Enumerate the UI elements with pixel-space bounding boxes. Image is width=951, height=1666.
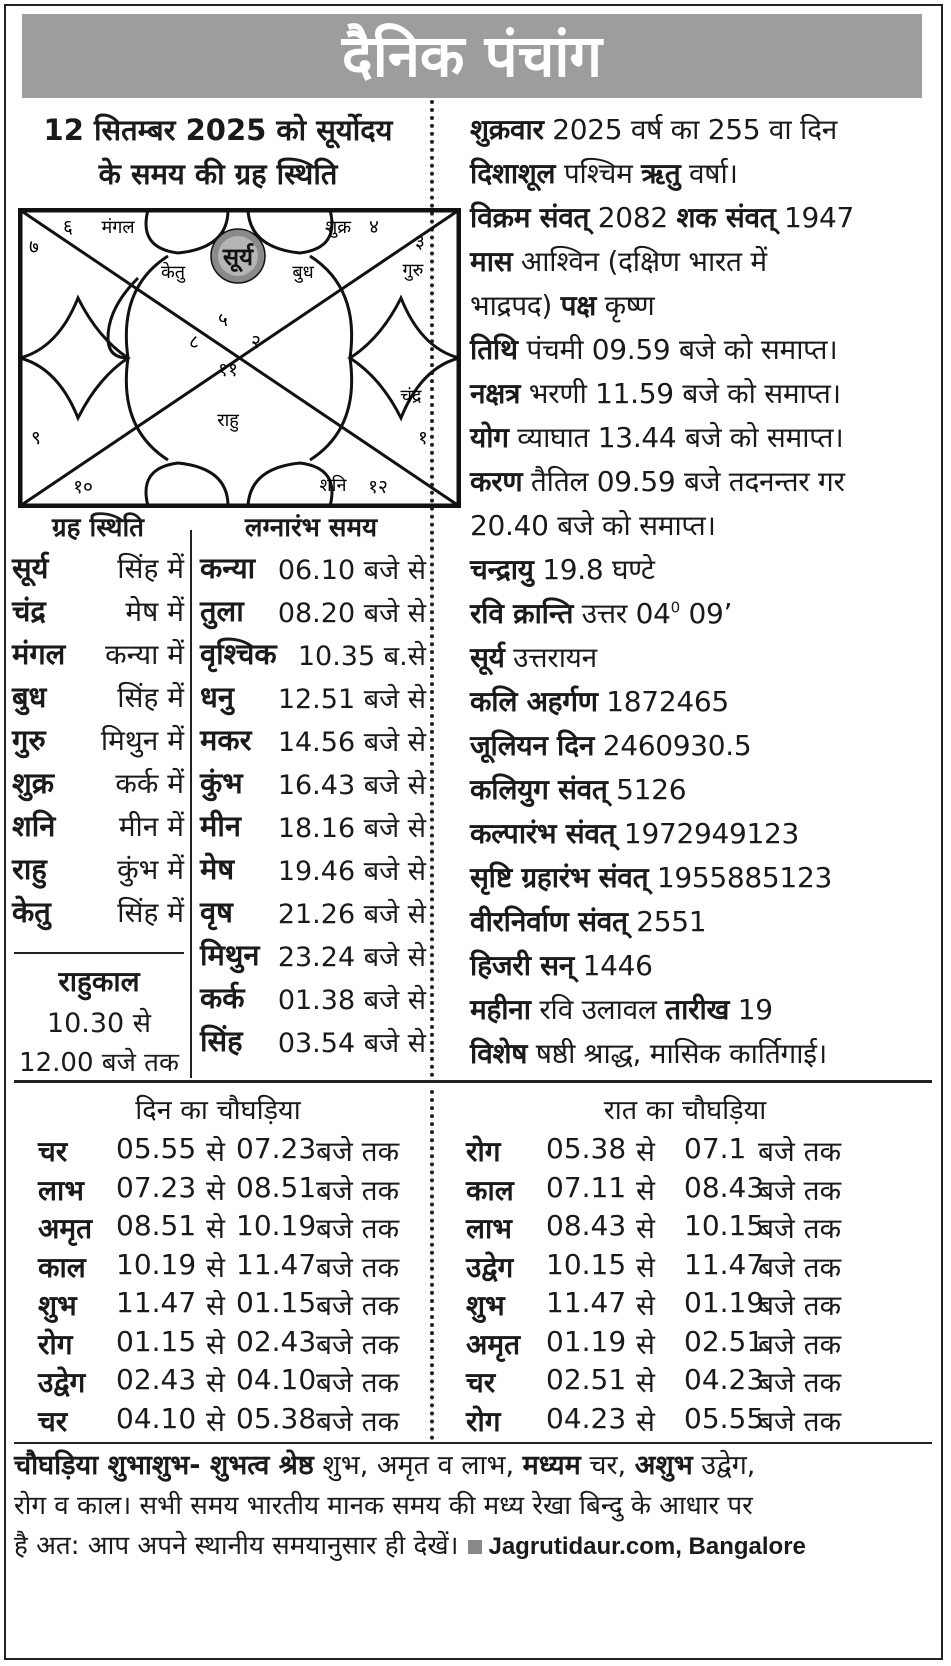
footer-label-madhyam: मध्यम bbox=[522, 1450, 581, 1481]
choghadiya-from: 10.19 bbox=[116, 1247, 197, 1281]
value-surya: उत्तरायन bbox=[504, 641, 597, 674]
choghadiya-row bbox=[466, 1248, 936, 1286]
choghadiya-to: 01.19 bbox=[684, 1286, 765, 1319]
choghadiya-row bbox=[38, 1171, 428, 1209]
lagnarambh-list bbox=[200, 548, 426, 1068]
lagna-name: मेष bbox=[200, 852, 235, 886]
label-ritu: ऋतु bbox=[641, 157, 681, 190]
lagna-row bbox=[200, 1021, 426, 1063]
choghadiya-from: 08.51 bbox=[116, 1209, 197, 1242]
footer-divider bbox=[14, 1442, 932, 1444]
footer-text-madhyam: चर, bbox=[580, 1450, 635, 1481]
choghadiya-to: 04.10 bbox=[236, 1363, 317, 1396]
footer-brand: Jagrutidaur.com, Bangalore bbox=[488, 1533, 806, 1560]
lagna-row bbox=[200, 806, 426, 848]
lagna-name: मकर bbox=[200, 723, 252, 757]
detail-surya bbox=[470, 638, 940, 676]
graha-row bbox=[0, 763, 184, 805]
house-7: ७ bbox=[29, 236, 39, 258]
value-ritu: वर्षा। bbox=[680, 157, 738, 190]
detail-veernirvan-samvat bbox=[470, 902, 940, 940]
lagna-row bbox=[200, 677, 426, 719]
house-4: ४ bbox=[369, 216, 379, 238]
graha-name: मंगल bbox=[12, 637, 66, 671]
din-choghadiya-heading: दिन का चौघड़िया bbox=[135, 1095, 301, 1126]
value-vikram-samvat: 2082 bbox=[589, 201, 677, 234]
choghadiya-row bbox=[466, 1171, 936, 1209]
detail-vishesh bbox=[470, 1034, 940, 1072]
choghadiya-name: उद्वेग bbox=[466, 1250, 514, 1284]
planet-chandra: चंद्र bbox=[400, 386, 422, 407]
graha-rashi: सिंह में bbox=[117, 681, 184, 714]
lagna-row bbox=[200, 763, 426, 805]
graha-name: सूर्य bbox=[12, 551, 49, 585]
house-6: ६ bbox=[63, 216, 73, 238]
house-9: ९ bbox=[31, 427, 41, 449]
choghadiya-from: 05.38 bbox=[546, 1132, 627, 1165]
choghadiya-to: 11.47 bbox=[684, 1247, 765, 1281]
choghadiya-tak: बजे तक bbox=[758, 1173, 842, 1207]
lagna-time: 14.56 बजे से bbox=[277, 727, 426, 758]
choghadiya-se: से bbox=[636, 1135, 655, 1168]
label-karan: करण bbox=[470, 465, 523, 498]
choghadiya-row bbox=[38, 1363, 428, 1401]
lagna-name: वृश्चिक bbox=[200, 637, 277, 671]
graha-name: राहु bbox=[12, 852, 47, 886]
choghadiya-to: 10.19 bbox=[236, 1209, 317, 1242]
choghadiya-tak: बजे तक bbox=[758, 1327, 842, 1361]
value-chandrayu: 19.8 घण्टे bbox=[533, 553, 655, 586]
choghadiya-from: 04.23 bbox=[546, 1401, 627, 1435]
choghadiya-tak: बजे तक bbox=[758, 1212, 842, 1245]
din-choghadiya-list bbox=[38, 1132, 428, 1442]
choghadiya-to: 01.15 bbox=[236, 1286, 317, 1319]
choghadiya-name: शुभ bbox=[38, 1289, 77, 1322]
graha-row bbox=[0, 892, 184, 934]
graha-sthiti-heading: ग्रह स्थिति bbox=[51, 513, 145, 543]
graha-name: केतु bbox=[12, 895, 51, 929]
lagna-time: 19.46 बजे से bbox=[277, 856, 426, 887]
graha-rashi: कुंभ में bbox=[117, 853, 184, 886]
value-yog: व्याघात 13.44 बजे को समाप्त। bbox=[508, 421, 844, 454]
choghadiya-from: 04.10 bbox=[116, 1401, 197, 1435]
lagna-name: कर्क bbox=[200, 981, 245, 1015]
choghadiya-se: से bbox=[636, 1250, 655, 1284]
choghadiya-name: रोग bbox=[466, 1404, 501, 1438]
lagna-time: 23.24 बजे से bbox=[277, 942, 426, 973]
detail-samvat bbox=[470, 198, 940, 236]
house-11: ११ bbox=[218, 359, 238, 381]
lagna-time: 03.54 बजे से bbox=[277, 1028, 426, 1059]
choghadiya-se: से bbox=[206, 1404, 225, 1438]
lagna-name: धनु bbox=[200, 680, 234, 714]
lagna-time: 12.51 बजे से bbox=[277, 684, 426, 715]
lagna-name: सिंह bbox=[200, 1024, 243, 1058]
lagna-time: 01.38 बजे से bbox=[277, 985, 426, 1016]
choghadiya-to: 02.43 bbox=[236, 1324, 317, 1358]
label-maas: मास bbox=[470, 245, 513, 278]
choghadiya-name: काल bbox=[38, 1250, 86, 1284]
choghadiya-name: लाभ bbox=[38, 1173, 84, 1207]
label-julian-day: जूलियन दिन bbox=[470, 729, 595, 762]
choghadiya-row bbox=[466, 1325, 936, 1363]
label-surya: सूर्य bbox=[470, 641, 505, 674]
choghadiya-from: 01.15 bbox=[116, 1324, 197, 1358]
detail-mahina bbox=[470, 990, 940, 1028]
planet-guru: गुरु bbox=[402, 260, 424, 281]
choghadiya-from: 10.15 bbox=[546, 1247, 627, 1281]
label-paksh: पक्ष bbox=[560, 289, 596, 322]
label-kaliyug-samvat: कलियुग संवत् bbox=[470, 773, 608, 806]
choghadiya-se: से bbox=[206, 1289, 225, 1322]
label-nakshatra: नक्षत्र bbox=[470, 377, 521, 410]
planet-ketu: केतु bbox=[160, 262, 186, 283]
choghadiya-name: चर bbox=[38, 1135, 68, 1168]
choghadiya-tak: बजे तक bbox=[316, 1327, 400, 1361]
choghadiya-se: से bbox=[636, 1366, 655, 1399]
value-hijri-san: 1446 bbox=[574, 949, 653, 982]
rahukaal-divider bbox=[14, 952, 184, 954]
rahukaal-from: 10.30 से bbox=[46, 1008, 152, 1039]
planet-surya: सूर्य bbox=[222, 243, 254, 271]
choghadiya-row bbox=[466, 1363, 936, 1401]
choghadiya-name: लाभ bbox=[466, 1212, 512, 1245]
house-12: १२ bbox=[368, 476, 388, 498]
choghadiya-se: से bbox=[206, 1327, 225, 1361]
choghadiya-to: 11.47 bbox=[236, 1247, 317, 1281]
choghadiya-tak: बजे तक bbox=[316, 1404, 400, 1438]
label-dishashool: दिशाशूल bbox=[470, 157, 556, 190]
lagna-row bbox=[200, 634, 426, 676]
lagna-row bbox=[200, 591, 426, 633]
lagna-name: कन्या bbox=[200, 551, 256, 585]
rahukaal-heading: राहुकाल bbox=[58, 965, 140, 998]
choghadiya-to: 08.51 bbox=[236, 1170, 317, 1204]
lagna-row bbox=[200, 720, 426, 762]
kundli-curve bbox=[146, 463, 332, 506]
choghadiya-name: रोग bbox=[466, 1135, 501, 1168]
detail-ravi-kranti bbox=[470, 594, 940, 632]
choghadiya-to: 02.51 bbox=[684, 1324, 765, 1358]
page-title: दैनिक पंचांग bbox=[22, 14, 922, 98]
graha-name: शनि bbox=[12, 809, 56, 843]
choghadiya-name: उद्वेग bbox=[38, 1366, 86, 1399]
choghadiya-se: से bbox=[206, 1366, 225, 1399]
choghadiya-tak: बजे तक bbox=[758, 1250, 842, 1284]
planet-budh: बुध bbox=[292, 262, 314, 283]
house-5: ५ bbox=[218, 309, 228, 331]
choghadiya-to: 07.23 bbox=[236, 1132, 317, 1165]
choghadiya-name: शुभ bbox=[466, 1289, 505, 1322]
choghadiya-tak: बजे तक bbox=[758, 1404, 842, 1438]
choghadiya-from: 07.11 bbox=[546, 1170, 627, 1204]
choghadiya-tak: बजे तक bbox=[758, 1135, 842, 1168]
detail-srishti-samvat bbox=[470, 858, 940, 896]
detail-kali-ahargan bbox=[470, 682, 940, 720]
footer-text-ashubh: उद्वेग, bbox=[692, 1450, 756, 1481]
label-vishesh: विशेष bbox=[470, 1037, 528, 1070]
choghadiya-se: से bbox=[206, 1250, 225, 1284]
label-weekday: शुक्रवार bbox=[470, 113, 544, 146]
lagna-time: 08.20 बजे से bbox=[277, 598, 426, 629]
choghadiya-row bbox=[38, 1248, 428, 1286]
graha-rashi: कन्या में bbox=[105, 638, 184, 671]
graha-rashi: सिंह में bbox=[117, 896, 184, 929]
graha-row bbox=[0, 806, 184, 848]
choghadiya-se: से bbox=[636, 1289, 655, 1322]
choghadiya-to: 07.1 bbox=[684, 1132, 747, 1165]
graha-row bbox=[0, 548, 184, 590]
graha-rashi: मेष में bbox=[125, 595, 184, 628]
table-divider bbox=[190, 530, 192, 1078]
choghadiya-name: अमृत bbox=[466, 1327, 521, 1361]
choghadiya-to: 10.15 bbox=[684, 1209, 765, 1242]
choghadiya-from: 01.19 bbox=[546, 1324, 627, 1358]
raat-choghadiya-list bbox=[466, 1132, 936, 1442]
graha-rashi: सिंह में bbox=[117, 552, 184, 585]
detail-chandrayu bbox=[470, 550, 940, 588]
choghadiya-row bbox=[466, 1209, 936, 1247]
value-julian-day: 2460930.5 bbox=[594, 729, 752, 762]
choghadiya-row bbox=[38, 1286, 428, 1324]
label-tithi: तिथि bbox=[470, 333, 518, 366]
choghadiya-to: 05.55 bbox=[684, 1401, 765, 1435]
value-tithi: पंचमी 09.59 बजे को समाप्त। bbox=[517, 333, 838, 366]
planet-shani: शनि bbox=[319, 475, 347, 496]
value-maas-cont: भाद्रपद) bbox=[470, 289, 561, 322]
value-veernirvan-samvat: 2551 bbox=[627, 905, 707, 938]
section-divider bbox=[14, 1080, 932, 1083]
choghadiya-tak: बजे तक bbox=[316, 1173, 400, 1207]
house-1: १ bbox=[418, 427, 428, 449]
choghadiya-from: 05.55 bbox=[116, 1132, 197, 1165]
footer-line1 bbox=[14, 1446, 934, 1486]
value-shak-samvat: 1947 bbox=[775, 201, 855, 234]
choghadiya-tak: बजे तक bbox=[316, 1135, 400, 1168]
choghadiya-divider bbox=[430, 1090, 434, 1440]
value-ravi-kranti-min: 09’ bbox=[679, 597, 733, 630]
label-veernirvan-samvat: वीरनिर्वाण संवत् bbox=[470, 905, 628, 938]
detail-tithi bbox=[470, 330, 940, 368]
planet-mangal: मंगल bbox=[101, 217, 135, 238]
choghadiya-from: 11.47 bbox=[546, 1286, 627, 1319]
choghadiya-tak: बजे तक bbox=[316, 1212, 400, 1245]
choghadiya-from: 11.47 bbox=[116, 1286, 197, 1319]
lagna-row bbox=[200, 935, 426, 977]
choghadiya-se: से bbox=[206, 1212, 225, 1245]
lagna-time: 16.43 बजे से bbox=[277, 770, 426, 801]
choghadiya-from: 02.43 bbox=[116, 1363, 197, 1396]
value-weekday: 2025 वर्ष का 255 वा दिन bbox=[543, 113, 838, 146]
lagna-row bbox=[200, 548, 426, 590]
house-3: ३ bbox=[415, 231, 425, 253]
raat-choghadiya-heading: रात का चौघड़िया bbox=[603, 1095, 767, 1126]
choghadiya-from: 02.51 bbox=[546, 1363, 627, 1396]
footer-label-ashubh: अशुभ bbox=[634, 1450, 693, 1481]
choghadiya-tak: बजे तक bbox=[316, 1250, 400, 1284]
graha-row bbox=[0, 677, 184, 719]
graha-name: चंद्र bbox=[12, 594, 46, 628]
value-srishti-samvat: 1955885123 bbox=[648, 861, 832, 894]
value-kali-ahargan: 1872465 bbox=[597, 685, 729, 718]
detail-maas bbox=[470, 242, 940, 280]
kundli-heading-line2: के समय की ग्रह स्थिति bbox=[98, 157, 338, 191]
detail-nakshatra bbox=[470, 374, 940, 412]
choghadiya-row bbox=[38, 1402, 428, 1440]
label-kalparambh-samvat: कल्पारंभ संवत् bbox=[470, 817, 616, 850]
house-10: १० bbox=[73, 476, 93, 498]
choghadiya-tak: बजे तक bbox=[316, 1289, 400, 1322]
choghadiya-tak: बजे तक bbox=[316, 1366, 400, 1399]
choghadiya-row bbox=[466, 1402, 936, 1440]
footer-note bbox=[14, 1446, 934, 1567]
choghadiya-se: से bbox=[636, 1404, 655, 1438]
choghadiya-se: से bbox=[206, 1173, 225, 1207]
graha-name: बुध bbox=[12, 680, 47, 714]
planet-shukra: शुक्र bbox=[324, 217, 352, 238]
lagna-time: 10.35 ब.से bbox=[297, 641, 426, 672]
value-ravi-kranti: उत्तर 04 bbox=[573, 597, 671, 630]
detail-yog bbox=[470, 418, 940, 456]
label-vikram-samvat: विक्रम संवत् bbox=[470, 201, 590, 234]
label-chandrayu: चन्द्रायु bbox=[470, 553, 534, 586]
choghadiya-se: से bbox=[206, 1135, 225, 1168]
detail-kalparambh-samvat bbox=[470, 814, 940, 852]
label-shak-samvat: शक संवत् bbox=[676, 201, 776, 234]
footer-line3 bbox=[14, 1526, 934, 1567]
choghadiya-from: 07.23 bbox=[116, 1170, 197, 1204]
choghadiya-se: से bbox=[636, 1327, 655, 1361]
label-hijri-san: हिजरी सन् bbox=[470, 949, 575, 982]
choghadiya-tak: बजे तक bbox=[758, 1289, 842, 1322]
lagna-time: 21.26 बजे से bbox=[277, 899, 426, 930]
detail-paksh bbox=[470, 286, 940, 324]
graha-sthiti-list bbox=[0, 548, 184, 928]
footer-text-shubh: शुभ, अमृत व लाभ, bbox=[313, 1450, 523, 1481]
lagna-row bbox=[200, 978, 426, 1020]
lagnarambh-heading: लग्नारंभ समय bbox=[244, 513, 378, 543]
value-tarikh: 19 bbox=[729, 993, 773, 1026]
planet-rahu: राहु bbox=[217, 410, 239, 431]
value-kalparambh-samvat: 1972949123 bbox=[615, 817, 800, 850]
choghadiya-name: काल bbox=[466, 1173, 514, 1207]
value-maas: आश्विन (दक्षिण भारत में bbox=[512, 245, 767, 278]
graha-row bbox=[0, 634, 184, 676]
choghadiya-row bbox=[466, 1286, 936, 1324]
kundli-heading bbox=[14, 108, 422, 196]
label-mahina: महीना bbox=[470, 993, 531, 1026]
value-karan-cont: 20.40 बजे को समाप्त। bbox=[470, 509, 716, 542]
graha-name: गुरु bbox=[12, 723, 46, 757]
lagna-time: 18.16 बजे से bbox=[277, 813, 426, 844]
detail-karan bbox=[470, 462, 940, 500]
choghadiya-to: 04.23 bbox=[684, 1363, 765, 1396]
choghadiya-row bbox=[38, 1132, 428, 1170]
label-srishti-samvat: सृष्टि ग्रहारंभ संवत् bbox=[470, 861, 649, 894]
footer-line3-text: है अत: आप अपने स्थानीय समयानुसार ही देखें। bbox=[14, 1531, 459, 1561]
label-yog: योग bbox=[470, 421, 509, 454]
graha-row bbox=[0, 720, 184, 762]
degree-mark: 0 bbox=[670, 598, 680, 617]
detail-dishashool bbox=[470, 154, 940, 192]
choghadiya-row bbox=[38, 1325, 428, 1363]
detail-weekday bbox=[470, 110, 940, 148]
lagna-name: कुंभ bbox=[200, 766, 243, 800]
choghadiya-row bbox=[38, 1209, 428, 1247]
choghadiya-tak: बजे तक bbox=[758, 1366, 842, 1399]
lagna-name: वृष bbox=[200, 895, 233, 929]
lagna-name: मिथुन bbox=[200, 938, 260, 972]
label-tarikh: तारीख bbox=[665, 993, 730, 1026]
lagna-row bbox=[200, 849, 426, 891]
detail-kaliyug-samvat bbox=[470, 770, 940, 808]
value-kaliyug-samvat: 5126 bbox=[607, 773, 687, 806]
graha-row bbox=[0, 591, 184, 633]
footer-line2: रोग व काल। सभी समय भारतीय मानक समय की मध्य रेखा बिन्दु के आधार पर bbox=[14, 1491, 753, 1521]
detail-karan-cont bbox=[470, 506, 940, 544]
detail-julian-day bbox=[470, 726, 940, 764]
choghadiya-to: 05.38 bbox=[236, 1401, 317, 1435]
graha-name: शुक्र bbox=[12, 766, 54, 800]
rahukaal-to: 12.00 बजे तक bbox=[19, 1048, 179, 1078]
choghadiya-name: अमृत bbox=[38, 1212, 93, 1245]
value-mahina: रवि उलावल bbox=[530, 993, 666, 1026]
value-paksh: कृष्ण bbox=[596, 289, 655, 322]
lagna-row bbox=[200, 892, 426, 934]
label-kali-ahargan: कलि अहर्गण bbox=[470, 685, 598, 718]
square-bullet-icon bbox=[468, 1540, 482, 1554]
value-karan: तैतिल 09.59 बजे तदनन्तर गर bbox=[522, 465, 845, 498]
lagna-name: तुला bbox=[200, 594, 244, 628]
value-vishesh: षष्ठी श्राद्ध, मासिक कार्तिगाई। bbox=[527, 1037, 827, 1070]
graha-rashi: मीन में bbox=[118, 810, 184, 843]
choghadiya-name: चर bbox=[466, 1366, 496, 1399]
label-ravi-kranti: रवि क्रान्ति bbox=[470, 597, 574, 630]
choghadiya-se: से bbox=[636, 1173, 655, 1207]
detail-hijri-san bbox=[470, 946, 940, 984]
footer-label-shubhatva: चौघड़िया शुभाशुभ- शुभत्व श्रेष्ठ bbox=[14, 1450, 314, 1481]
choghadiya-name: रोग bbox=[38, 1327, 73, 1361]
graha-row bbox=[0, 849, 184, 891]
value-dishashool: पश्चिम bbox=[555, 157, 642, 190]
house-8: ८ bbox=[189, 331, 199, 353]
graha-rashi: कर्क में bbox=[115, 767, 184, 800]
lagna-time: 06.10 बजे से bbox=[277, 555, 426, 586]
kundli-heading-line1: 12 सितम्बर 2025 को सूर्योदय bbox=[43, 113, 393, 147]
choghadiya-to: 08.43 bbox=[684, 1170, 765, 1204]
lagna-name: मीन bbox=[200, 809, 241, 843]
house-2: २ bbox=[251, 331, 261, 353]
choghadiya-se: से bbox=[636, 1212, 655, 1245]
choghadiya-row bbox=[466, 1132, 936, 1170]
graha-rashi: मिथुन में bbox=[100, 724, 184, 757]
choghadiya-from: 08.43 bbox=[546, 1209, 627, 1242]
choghadiya-name: चर bbox=[38, 1404, 68, 1438]
kundli-chart bbox=[18, 208, 461, 508]
value-nakshatra: भरणी 11.59 बजे को समाप्त। bbox=[520, 377, 841, 410]
